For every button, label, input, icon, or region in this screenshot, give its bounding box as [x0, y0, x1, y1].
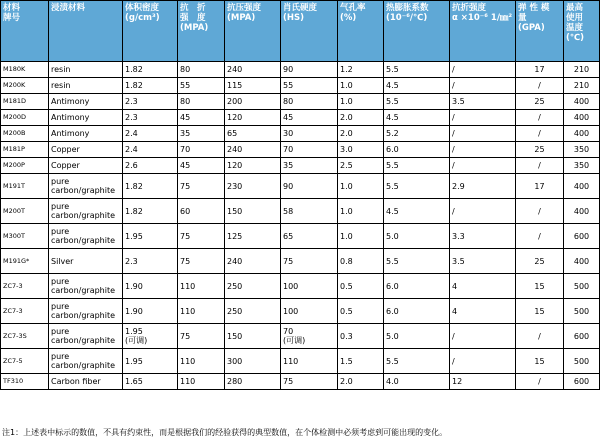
- cell-impregnant: pure carbon/graphite: [49, 174, 123, 199]
- cell-impregnant: Carbon fiber: [49, 374, 123, 390]
- cell-flexural-strength-2: /: [450, 110, 516, 126]
- cell-shore-hardness: 75: [281, 374, 338, 390]
- cell-density: 1.90: [123, 299, 178, 324]
- cell-porosity: 1.0: [338, 94, 384, 110]
- cell-flexural-strength: 60: [178, 199, 225, 224]
- cell-compressive-strength: 65: [225, 126, 281, 142]
- cell-flexural-strength-2: /: [450, 199, 516, 224]
- cell-flexural-strength-2: /: [450, 126, 516, 142]
- cell-compressive-strength: 120: [225, 158, 281, 174]
- col-header-grade: [1, 1, 49, 62]
- cell-thermal-expansion: 6.0: [384, 142, 450, 158]
- cell-impregnant: Copper: [49, 158, 123, 174]
- cell-shore-hardness: 80: [281, 94, 338, 110]
- cell-elastic-modulus: /: [516, 199, 564, 224]
- col-header-label: 抗 折 强 度 (MPA): [180, 3, 209, 33]
- cell-thermal-expansion: 5.5: [384, 249, 450, 274]
- col-header-label: 最高 使用 温度 (℃): [566, 3, 585, 43]
- table-row: [1, 249, 600, 274]
- cell-density: 1.90: [123, 274, 178, 299]
- cell-thermal-expansion: 5.5: [384, 94, 450, 110]
- cell-compressive-strength: 200: [225, 94, 281, 110]
- cell-flexural-strength: 45: [178, 110, 225, 126]
- cell-shore-hardness: 58: [281, 199, 338, 224]
- cell-porosity: 2.0: [338, 110, 384, 126]
- cell-density: 2.4: [123, 126, 178, 142]
- cell-grade: M300T: [1, 224, 49, 249]
- cell-flexural-strength: 75: [178, 174, 225, 199]
- cell-flexural-strength-2: /: [450, 142, 516, 158]
- cell-grade: M200K: [1, 78, 49, 94]
- cell-thermal-expansion: 5.5: [384, 62, 450, 78]
- cell-flexural-strength: 80: [178, 62, 225, 78]
- cell-elastic-modulus: /: [516, 110, 564, 126]
- table-row: [1, 126, 600, 142]
- cell-grade: ZC7-5: [1, 349, 49, 374]
- table-row: [1, 110, 600, 126]
- cell-porosity: 2.5: [338, 158, 384, 174]
- cell-flexural-strength-2: 12: [450, 374, 516, 390]
- cell-compressive-strength: 150: [225, 199, 281, 224]
- cell-thermal-expansion: 6.0: [384, 299, 450, 324]
- cell-density: 1.95 (可调): [123, 324, 178, 349]
- cell-shore-hardness: 110: [281, 349, 338, 374]
- cell-grade: M200T: [1, 199, 49, 224]
- cell-grade: ZC7-3S: [1, 324, 49, 349]
- cell-flexural-strength-2: 2.9: [450, 174, 516, 199]
- cell-flexural-strength: 110: [178, 299, 225, 324]
- cell-grade: ZC7-3: [1, 274, 49, 299]
- cell-max-temp: 400: [564, 110, 600, 126]
- col-header-label: 体积密度 (g/cm³): [125, 3, 160, 23]
- col-header-thermal-expansion: [384, 1, 450, 62]
- cell-elastic-modulus: /: [516, 224, 564, 249]
- cell-elastic-modulus: /: [516, 374, 564, 390]
- cell-flexural-strength-2: /: [450, 158, 516, 174]
- cell-max-temp: 400: [564, 249, 600, 274]
- cell-grade: M181P: [1, 142, 49, 158]
- header-row: [1, 1, 600, 62]
- col-header-shore-hardness: [281, 1, 338, 62]
- cell-flexural-strength: 70: [178, 142, 225, 158]
- table-row: [1, 324, 600, 349]
- cell-shore-hardness: 90: [281, 174, 338, 199]
- cell-shore-hardness: 100: [281, 274, 338, 299]
- table-row: [1, 274, 600, 299]
- cell-flexural-strength-2: /: [450, 349, 516, 374]
- cell-grade: M191G*: [1, 249, 49, 274]
- cell-shore-hardness: 65: [281, 224, 338, 249]
- cell-porosity: 0.3: [338, 324, 384, 349]
- cell-grade: M200B: [1, 126, 49, 142]
- cell-impregnant: pure carbon/graphite: [49, 349, 123, 374]
- cell-shore-hardness: 55: [281, 78, 338, 94]
- cell-density: 1.82: [123, 174, 178, 199]
- cell-elastic-modulus: /: [516, 126, 564, 142]
- cell-flexural-strength: 75: [178, 324, 225, 349]
- cell-shore-hardness: 75: [281, 249, 338, 274]
- cell-impregnant: pure carbon/graphite: [49, 274, 123, 299]
- cell-thermal-expansion: 5.5: [384, 174, 450, 199]
- cell-grade: M200D: [1, 110, 49, 126]
- col-header-impregnant: [49, 1, 123, 62]
- cell-compressive-strength: 250: [225, 274, 281, 299]
- cell-compressive-strength: 125: [225, 224, 281, 249]
- cell-thermal-expansion: 5.0: [384, 224, 450, 249]
- cell-elastic-modulus: 17: [516, 174, 564, 199]
- cell-flexural-strength-2: /: [450, 62, 516, 78]
- cell-max-temp: 500: [564, 349, 600, 374]
- cell-elastic-modulus: 17: [516, 62, 564, 78]
- cell-impregnant: Copper: [49, 142, 123, 158]
- cell-flexural-strength-2: 3.5: [450, 94, 516, 110]
- cell-flexural-strength: 75: [178, 249, 225, 274]
- cell-density: 1.95: [123, 349, 178, 374]
- col-header-label: 抗压强度 (MPA): [227, 3, 262, 23]
- cell-density: 1.82: [123, 78, 178, 94]
- cell-flexural-strength: 75: [178, 224, 225, 249]
- cell-max-temp: 350: [564, 158, 600, 174]
- table-row: [1, 174, 600, 199]
- cell-elastic-modulus: 15: [516, 299, 564, 324]
- table-row: [1, 158, 600, 174]
- cell-shore-hardness: 30: [281, 126, 338, 142]
- cell-elastic-modulus: 25: [516, 142, 564, 158]
- cell-thermal-expansion: 5.5: [384, 349, 450, 374]
- cell-compressive-strength: 120: [225, 110, 281, 126]
- table-row: [1, 224, 600, 249]
- col-header-label: 肖氏硬度 (HS): [283, 3, 318, 23]
- table-row: [1, 142, 600, 158]
- cell-grade: M180K: [1, 62, 49, 78]
- cell-flexural-strength: 110: [178, 349, 225, 374]
- col-header-flexural-strength-2: [450, 1, 516, 62]
- cell-density: 2.3: [123, 110, 178, 126]
- cell-porosity: 3.0: [338, 142, 384, 158]
- cell-elastic-modulus: 25: [516, 249, 564, 274]
- cell-impregnant: pure carbon/graphite: [49, 299, 123, 324]
- cell-flexural-strength-2: 3.3: [450, 224, 516, 249]
- col-header-label: 浸渍材料: [51, 3, 86, 13]
- cell-density: 2.4: [123, 142, 178, 158]
- cell-max-temp: 600: [564, 324, 600, 349]
- table-row: [1, 62, 600, 78]
- cell-compressive-strength: 300: [225, 349, 281, 374]
- cell-porosity: 1.0: [338, 224, 384, 249]
- cell-elastic-modulus: 15: [516, 349, 564, 374]
- cell-thermal-expansion: 5.0: [384, 324, 450, 349]
- cell-shore-hardness: 45: [281, 110, 338, 126]
- cell-thermal-expansion: 4.0: [384, 374, 450, 390]
- cell-porosity: 0.8: [338, 249, 384, 274]
- cell-compressive-strength: 240: [225, 142, 281, 158]
- cell-thermal-expansion: 4.5: [384, 110, 450, 126]
- col-header-porosity: [338, 1, 384, 62]
- cell-grade: M191T: [1, 174, 49, 199]
- cell-porosity: 1.2: [338, 62, 384, 78]
- cell-impregnant: resin: [49, 62, 123, 78]
- table-row: [1, 299, 600, 324]
- col-header-label: 材料 牌号: [3, 3, 21, 23]
- cell-max-temp: 400: [564, 126, 600, 142]
- cell-impregnant: pure carbon/graphite: [49, 224, 123, 249]
- cell-shore-hardness: 35: [281, 158, 338, 174]
- cell-elastic-modulus: 15: [516, 274, 564, 299]
- table-row: [1, 349, 600, 374]
- cell-flexural-strength: 45: [178, 158, 225, 174]
- col-header-elastic-modulus: [516, 1, 564, 62]
- cell-max-temp: 210: [564, 78, 600, 94]
- cell-porosity: 2.0: [338, 374, 384, 390]
- cell-elastic-modulus: /: [516, 324, 564, 349]
- cell-thermal-expansion: 4.5: [384, 78, 450, 94]
- cell-compressive-strength: 280: [225, 374, 281, 390]
- cell-thermal-expansion: 4.5: [384, 199, 450, 224]
- cell-flexural-strength-2: /: [450, 324, 516, 349]
- cell-impregnant: Silver: [49, 249, 123, 274]
- cell-impregnant: Antimony: [49, 94, 123, 110]
- cell-thermal-expansion: 6.0: [384, 274, 450, 299]
- cell-porosity: 1.0: [338, 174, 384, 199]
- footnote: 注1：上述表中标示的数值，不具有约束性，而是根据我们的经验获得的典型数值，在个体检测中必须考虑到可能出现的变化。: [2, 428, 448, 437]
- cell-flexural-strength: 80: [178, 94, 225, 110]
- cell-impregnant: Antimony: [49, 126, 123, 142]
- cell-compressive-strength: 230: [225, 174, 281, 199]
- cell-max-temp: 350: [564, 142, 600, 158]
- cell-elastic-modulus: /: [516, 78, 564, 94]
- cell-compressive-strength: 240: [225, 249, 281, 274]
- col-header-label: 弹 性 模 量 (GPA): [518, 3, 550, 33]
- cell-max-temp: 600: [564, 224, 600, 249]
- cell-porosity: 0.5: [338, 299, 384, 324]
- cell-max-temp: 400: [564, 94, 600, 110]
- cell-compressive-strength: 250: [225, 299, 281, 324]
- cell-flexural-strength-2: 3.5: [450, 249, 516, 274]
- col-header-label: 热膨胀系数 (10⁻⁶/℃): [386, 3, 429, 23]
- table-row: [1, 78, 600, 94]
- cell-density: 2.6: [123, 158, 178, 174]
- col-header-max-temp: [564, 1, 600, 62]
- cell-elastic-modulus: /: [516, 158, 564, 174]
- cell-thermal-expansion: 5.5: [384, 158, 450, 174]
- cell-shore-hardness: 70: [281, 142, 338, 158]
- cell-density: 1.95: [123, 224, 178, 249]
- col-header-label: 抗折强度 α ×10⁻⁶ 1/㎜²: [452, 3, 513, 23]
- cell-grade: ZC7-3: [1, 299, 49, 324]
- cell-flexural-strength: 110: [178, 274, 225, 299]
- cell-density: 1.82: [123, 62, 178, 78]
- cell-impregnant: pure carbon/graphite: [49, 324, 123, 349]
- cell-grade: TF310: [1, 374, 49, 390]
- table-row: [1, 374, 600, 390]
- cell-density: 2.3: [123, 94, 178, 110]
- cell-compressive-strength: 150: [225, 324, 281, 349]
- table-row: [1, 199, 600, 224]
- cell-max-temp: 400: [564, 199, 600, 224]
- cell-elastic-modulus: 25: [516, 94, 564, 110]
- cell-impregnant: pure carbon/graphite: [49, 199, 123, 224]
- table-body: [1, 62, 600, 390]
- cell-flexural-strength-2: 4: [450, 274, 516, 299]
- cell-flexural-strength: 55: [178, 78, 225, 94]
- cell-porosity: 1.5: [338, 349, 384, 374]
- cell-flexural-strength: 35: [178, 126, 225, 142]
- cell-thermal-expansion: 5.2: [384, 126, 450, 142]
- cell-grade: M200P: [1, 158, 49, 174]
- col-header-compressive-strength: [225, 1, 281, 62]
- cell-flexural-strength: 110: [178, 374, 225, 390]
- cell-grade: M181D: [1, 94, 49, 110]
- cell-shore-hardness: 90: [281, 62, 338, 78]
- cell-max-temp: 400: [564, 174, 600, 199]
- cell-density: 1.65: [123, 374, 178, 390]
- col-header-label: 气孔率 (%): [340, 3, 366, 23]
- cell-compressive-strength: 240: [225, 62, 281, 78]
- cell-flexural-strength-2: 4: [450, 299, 516, 324]
- cell-shore-hardness: 70 (可调): [281, 324, 338, 349]
- cell-porosity: 1.0: [338, 199, 384, 224]
- cell-shore-hardness: 100: [281, 299, 338, 324]
- cell-porosity: 1.0: [338, 78, 384, 94]
- cell-impregnant: resin: [49, 78, 123, 94]
- cell-impregnant: Antimony: [49, 110, 123, 126]
- cell-density: 1.82: [123, 199, 178, 224]
- cell-flexural-strength-2: /: [450, 78, 516, 94]
- cell-max-temp: 600: [564, 374, 600, 390]
- cell-porosity: 0.5: [338, 274, 384, 299]
- col-header-flexural-strength: [178, 1, 225, 62]
- cell-porosity: 2.0: [338, 126, 384, 142]
- col-header-density: [123, 1, 178, 62]
- cell-density: 2.3: [123, 249, 178, 274]
- table-row: [1, 94, 600, 110]
- cell-max-temp: 210: [564, 62, 600, 78]
- cell-compressive-strength: 115: [225, 78, 281, 94]
- cell-max-temp: 500: [564, 299, 600, 324]
- cell-max-temp: 500: [564, 274, 600, 299]
